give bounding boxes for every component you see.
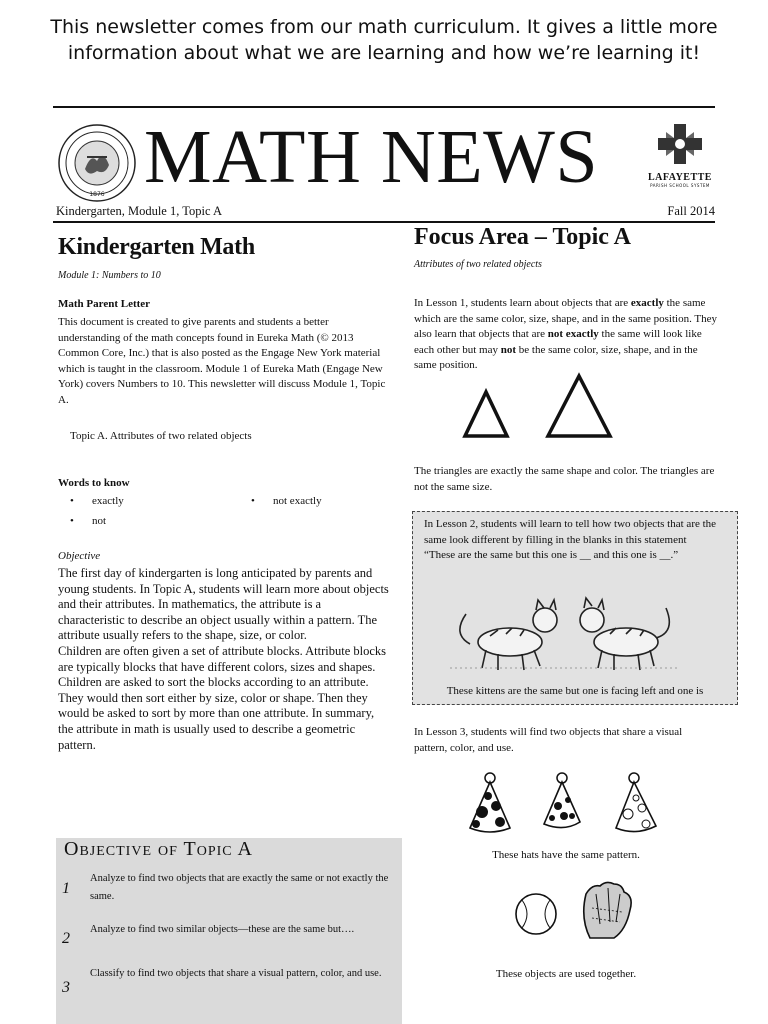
intro-text: This newsletter comes from our math curriculum. It gives a little more information about what we are learning and how we’re learning it! bbox=[50, 16, 718, 64]
objects-caption: These objects are used together. bbox=[495, 968, 637, 980]
lesson1-part: the same will look like each other but may bbox=[414, 328, 702, 356]
fleur-cross-icon bbox=[644, 122, 716, 168]
lafayette-logo bbox=[644, 122, 716, 194]
kittens-illustration bbox=[450, 594, 680, 674]
subheader-season: Fall 2014 bbox=[667, 204, 715, 218]
objective-number: 1 bbox=[62, 880, 70, 897]
letter-heading: Math Parent Letter bbox=[58, 298, 151, 310]
lesson1-part: be the same color, size, shape, and in the same position. bbox=[414, 343, 698, 371]
school-seal-icon bbox=[57, 123, 137, 203]
objective-number: 3 bbox=[62, 979, 70, 996]
objective-text: The first day of kindergarten is long anticipated by parents and young students. In Topic A, students will learn more about objects and their attributes. In mathematics, the attribute is a characteristic to describe an object usually within a pattern. The attribute usually refers to the shape, size, or color. Children are often given a set of attribute blocks. Attribute blocks are typically blocks that have different colors, sizes and shapes. Children are asked to sort the blocks according to an attribute. They would then sort either by size, color or shape. Then they would be asked to sort by more than one attribute. In summary, the attribute in math is usually used to describe a geometric pattern. bbox=[58, 566, 389, 752]
lesson1-bold: not exactly bbox=[547, 328, 599, 340]
large-triangle-icon bbox=[548, 376, 610, 436]
objective-item: Classify to find two objects that share a visual pattern, color, and use. bbox=[90, 968, 382, 979]
triangles-illustration bbox=[460, 370, 620, 442]
divider bbox=[53, 106, 715, 108]
lesson1-bold: not bbox=[500, 343, 517, 356]
objective-item: Analyze to find two objects that are exactly the same or not exactly the same. bbox=[90, 873, 389, 902]
small-triangle-icon bbox=[465, 392, 507, 436]
ball-glove-illustration bbox=[512, 878, 642, 944]
masthead-title: MATH NEWS bbox=[144, 115, 599, 199]
kittens-caption: These kittens are the same but one is facing left and one is bbox=[446, 685, 704, 697]
left-subtitle: Module 1: Numbers to 10 bbox=[58, 270, 161, 281]
left-title: Kindergarten Math bbox=[58, 234, 255, 260]
topic-line: Topic A. Attributes of two related objects bbox=[70, 430, 252, 442]
lesson1-part: the same which are the same color, size, shape, and in the same position. They also learn that objects that are bbox=[414, 297, 717, 340]
lesson1-text bbox=[414, 296, 718, 374]
right-title: Focus Area – Topic A bbox=[414, 224, 631, 250]
objective-number: 2 bbox=[62, 930, 70, 947]
svg-text:1876: 1876 bbox=[89, 191, 105, 198]
hats-caption: These hats have the same pattern. bbox=[492, 849, 640, 861]
kitten-right-icon bbox=[580, 598, 669, 670]
kitten-left-icon bbox=[460, 600, 557, 670]
lesson1-part: In Lesson 1, students learn about objects that are bbox=[414, 297, 631, 309]
lesson2-text: In Lesson 2, students will learn to tell how two objects that are the same look different by filling in the blanks in this statement “These are the same but this one is __ and this one is __.” bbox=[424, 518, 717, 561]
logo-text: LAFAYETTE bbox=[648, 172, 712, 183]
lesson1-bold: exactly bbox=[630, 297, 664, 309]
objective-box-title: Objective of Topic A bbox=[64, 838, 253, 860]
divider bbox=[53, 221, 715, 223]
words-heading: Words to know bbox=[58, 477, 130, 489]
objective-label: Objective bbox=[58, 550, 101, 562]
letter-body: This document is created to give parents and students a better understanding of the math concepts found in Eureka Math (© 2013 Common Core, Inc.) that is also posted as the Engage New York material which is taught in the classroom. Module 1 of Eureka Math (Engage New York) covers Numbers to 10. This newsletter will discuss Module 1, Topic A. bbox=[58, 316, 386, 406]
hats-illustration bbox=[462, 772, 672, 838]
subheader-module: Kindergarten, Module 1, Topic A bbox=[56, 204, 222, 218]
right-subtitle: Attributes of two related objects bbox=[414, 259, 542, 270]
triangles-caption: The triangles are exactly the same shape and color. The triangles are not the same size. bbox=[414, 465, 715, 493]
baseball-glove-icon bbox=[584, 882, 631, 938]
word-item: • not exactly bbox=[273, 495, 322, 507]
party-hat-icon bbox=[470, 773, 510, 832]
party-hat-icon bbox=[616, 773, 656, 832]
baseball-icon bbox=[516, 894, 556, 934]
word-item: • not bbox=[92, 515, 106, 527]
word-item: • exactly bbox=[92, 495, 124, 507]
logo-subtext: PARISH SCHOOL SYSTEM bbox=[650, 183, 710, 188]
objective-item: Analyze to find two similar objects—these are the same but…. bbox=[90, 924, 355, 935]
party-hat-icon bbox=[544, 773, 580, 828]
lesson3-text: In Lesson 3, students will find two objects that share a visual pattern, color, and use. bbox=[414, 726, 683, 754]
